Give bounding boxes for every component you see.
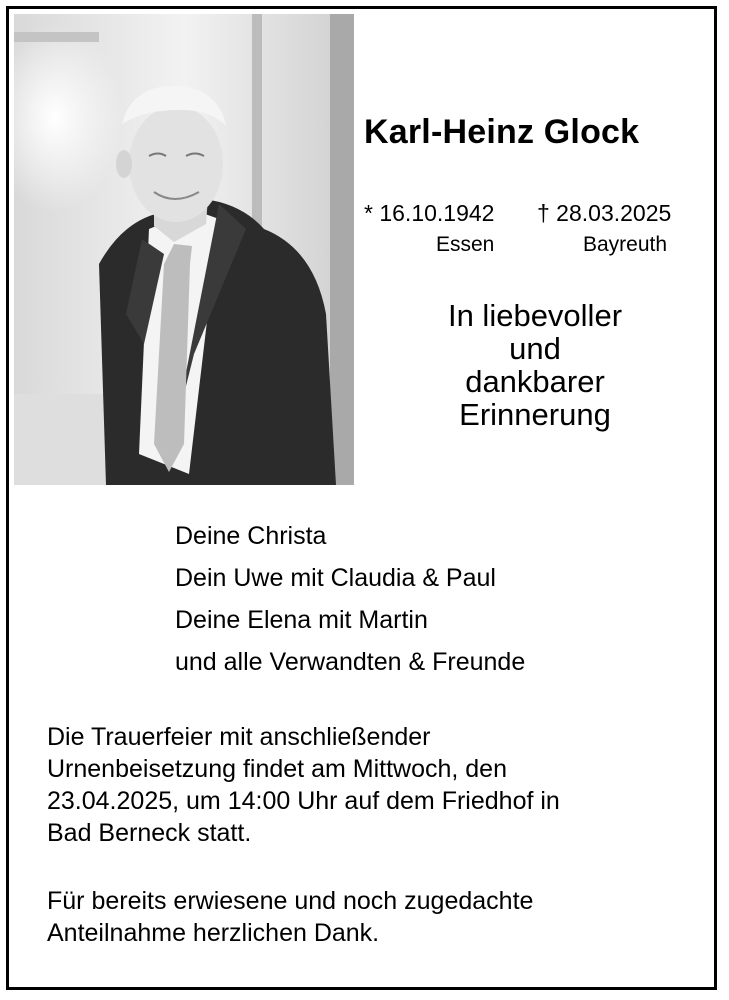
mourner-line: Deine Elena mit Martin bbox=[175, 606, 428, 634]
death-place: Bayreuth bbox=[583, 233, 668, 256]
thanks-note bbox=[47, 885, 687, 949]
service-line: 23.04.2025, um 14:00 Uhr auf dem Friedhof in bbox=[47, 787, 560, 815]
mourner-line: Deine Christa bbox=[175, 522, 327, 550]
birth-place: Essen bbox=[436, 233, 495, 256]
thanks-line: Anteilnahme herzlichen Dank. bbox=[47, 919, 380, 947]
service-info bbox=[47, 721, 687, 849]
memorial-line: und bbox=[509, 331, 561, 366]
death-date: † 28.03.2025 bbox=[537, 200, 672, 226]
service-line: Bad Berneck statt. bbox=[47, 819, 252, 847]
portrait-photo bbox=[14, 14, 354, 485]
mourner-line: und alle Verwandten & Freunde bbox=[175, 648, 526, 676]
birth-date: * 16.10.1942 bbox=[364, 200, 495, 226]
thanks-line: Für bereits erwiesene und noch zugedachte bbox=[47, 887, 534, 915]
mourners-list bbox=[175, 515, 525, 683]
memorial-text bbox=[410, 299, 660, 431]
mourner-line: Dein Uwe mit Claudia & Paul bbox=[175, 564, 496, 592]
service-line: Urnenbeisetzung findet am Mittwoch, den bbox=[47, 755, 507, 783]
deceased-name: Karl-Heinz Glock bbox=[364, 113, 640, 151]
memorial-line: dankbarer bbox=[465, 364, 605, 399]
memorial-line: Erinnerung bbox=[459, 397, 611, 432]
service-line: Die Trauerfeier mit anschließender bbox=[47, 723, 431, 751]
memorial-line: In liebevoller bbox=[447, 298, 623, 333]
